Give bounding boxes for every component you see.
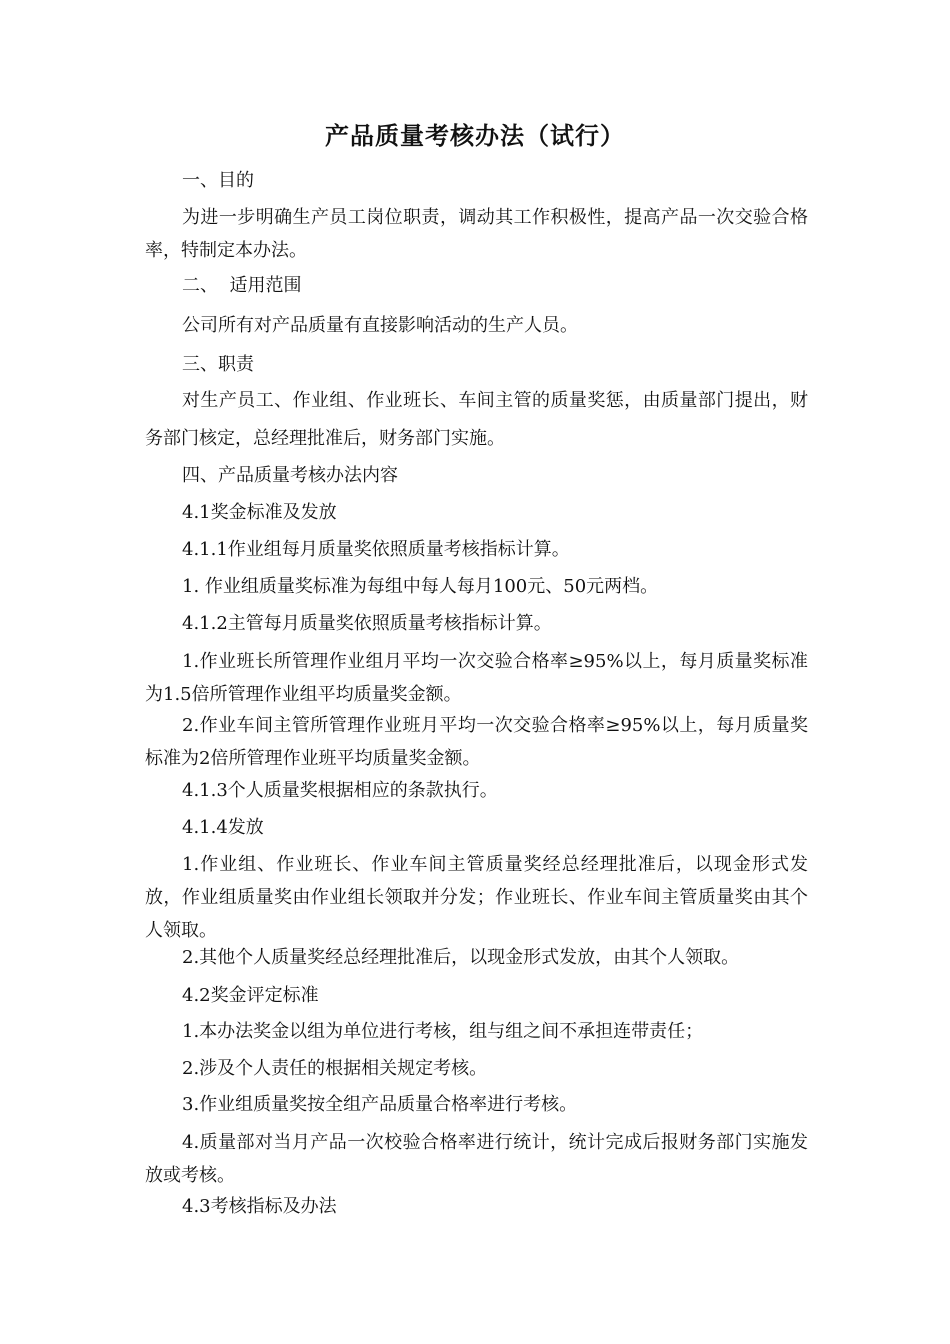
paragraph-responsibility: 对生产员工、作业组、作业班长、车间主管的质量奖惩，由质量部门提出，财务部门核定，总经理批准后，财务部门实施。 [145, 390, 808, 449]
clause-4-1-4: 4.1.4发放 [182, 817, 264, 838]
section-heading-content: 四、产品质量考核办法内容 [182, 465, 398, 486]
clause-4-3: 4.3考核指标及办法 [182, 1196, 337, 1217]
clause-4-2: 4.2奖金评定标准 [182, 985, 319, 1006]
clause-4-1-2-item-1: 1.作业班长所管理作业组月平均一次交验合格率≥95%以上，每月质量奖标准为1.5倍所管理作业组平均质量奖金额。 [145, 651, 808, 705]
clause-4-2-item-2: 2.涉及个人责任的根据相关规定考核。 [182, 1058, 488, 1079]
clause-4-2-item-3: 3.作业组质量奖按全组产品质量合格率进行考核。 [182, 1094, 578, 1115]
clause-4-1-1: 4.1.1作业组每月质量奖依照质量考核指标计算。 [182, 539, 570, 560]
section-heading-purpose: 一、目的 [182, 170, 254, 191]
clause-4-1-3: 4.1.3个人质量奖根据相应的条款执行。 [182, 780, 498, 801]
clause-4-1-2-item-2: 2.作业车间主管所管理作业班月平均一次交验合格率≥95%以上，每月质量奖标准为2倍所管理作业班平均质量奖金额。 [145, 715, 808, 769]
document-title: 产品质量考核办法（试行） [325, 121, 625, 150]
section-heading-responsibility: 三、职责 [182, 354, 254, 375]
clause-4-1: 4.1奖金标准及发放 [182, 502, 337, 523]
clause-4-1-4-item-2: 2.其他个人质量奖经总经理批准后，以现金形式发放，由其个人领取。 [182, 947, 740, 968]
clause-4-1-2: 4.1.2主管每月质量奖依照质量考核指标计算。 [182, 613, 552, 634]
clause-4-2-item-1: 1.本办法奖金以组为单位进行考核，组与组之间不承担连带责任； [182, 1021, 704, 1042]
paragraph-purpose: 为进一步明确生产员工岗位职责，调动其工作积极性，提高产品一次交验合格率，特制定本办法。 [145, 207, 808, 261]
clause-4-2-item-4: 4.质量部对当月产品一次校验合格率进行统计，统计完成后报财务部门实施发放或考核。 [145, 1132, 808, 1186]
clause-4-1-1-item-1: 1. 作业组质量奖标准为每组中每人每月100元、50元两档。 [182, 576, 659, 597]
clause-4-1-4-item-1: 1.作业组、作业班长、作业车间主管质量奖经总经理批准后，以现金形式发放，作业组质量奖由作业组长领取并分发；作业班长、作业车间主管质量奖由其个人领取。 [145, 854, 808, 941]
paragraph-scope: 公司所有对产品质量有直接影响活动的生产人员。 [182, 315, 578, 336]
section-heading-scope: 二、 适用范围 [182, 275, 302, 296]
